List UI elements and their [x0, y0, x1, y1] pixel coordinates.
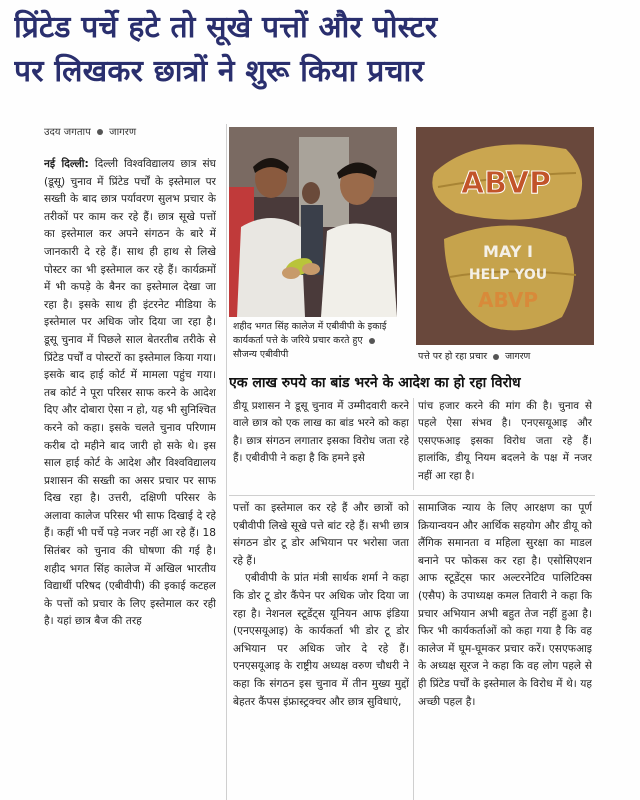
photo-2-caption-text: पत्ते पर हो रहा प्रचार	[418, 351, 488, 362]
box-bottom-rule	[229, 495, 595, 496]
photo-1-caption-text: शहीद भगत सिंह कालेज में एबीवीपी के इकाई कार्यकर्ता पत्ते के जरिये प्रचार करते हुए	[233, 321, 387, 346]
column-1-text: दिल्ली विश्वविद्यालय छात्र संघ (डूसू) चुनाव में प्रिंटेड पर्चों के इस्तेमाल पर सख्ती के बाद छात्र पर्यावरण सुलभ प्रचार के तरीकों पर काम कर रहे हैं। छात्र सूखे पत्तों का इस्तेमाल कर अपने संगठन के बारे में जानकारी दे रहे हैं। साथ ही हाथ से लिखे पोस्टर का भी इस्तेमाल कर रहे हैं। कार्यक्रमों में भी कपड़े के बैनर का इस्तेमाल देखा जा रहा है। इसके साथ ही इंटरनेट मीडिया के इस्तेमाल पर अधिक जोर दिया जा रहा है। डूसू चुनाव में पिछले साल बेतरतीब तरीके से प्रिंटेड पर्चों व पोस्टरों का इस्तेमाल किया गया। इसके बाद हाई कोर्ट में मामला पहुंच गया। तब कोर्ट ने पूरा परिसर साफ करने के आदेश दिए और दोबारा ऐसा न हो, यह भी सुनिश्चित करने को कहा। इसके चलते चुनाव परिणाम करीब दो महीने बाद जारी हो सके थे। इस साल हाई कोर्ट के आदेश और विश्वविद्यालय प्रशासन की सख्ती का असर प्रचार पर साफ दिख रहा है। उत्तरी, दक्षिणी परिसर के अलावा कालेज परिसर भी साफ दिखाई दे रहे हैं। कहीं भी पर्चे पड़े नजर नहीं आ रहे हैं। 18 सितंबर को चुनाव की घोषणा की गई है। शहीद भगत सिंह कालेज में अखिल भारतीय विद्यार्थी परिषद (एबीवीपी) की इकाई कटहल के पत्तों को प्रचार के लिए इस्तेमाल कर रही है। यहां छात्र बैज की तरह	[44, 158, 216, 628]
box-divider	[413, 398, 414, 490]
students-photo-illustration	[229, 127, 397, 317]
bullet-icon	[493, 354, 499, 360]
bullet-icon	[97, 129, 103, 135]
article-column-3	[418, 500, 592, 800]
photo-2-credit: जागरण	[505, 351, 531, 362]
photo-1-caption	[233, 320, 397, 364]
leaf-text-line-3: ABVP	[477, 288, 539, 312]
headline-line-2: पर लिखकर छात्रों ने शुरू किया प्रचार	[14, 54, 424, 89]
column-2-para-2: एबीवीपी के प्रांत मंत्री सार्थक शर्मा ने कहा कि डोर टू डोर कैंपेन पर अधिक जोर दिया जा रहा है। नेशनल स्टूडेंट्स यूनियन आफ इंडिया (एनएसयूआइ) के कार्यकर्ता भी डोर टू डोर अभियान पर अधिक जोर दे रहे हैं। एनएसयूआइ के राष्ट्रीय अध्यक्ष वरुण चौधरी ने कहा कि संगठन इस चुनाव में तीन मुख्य मुद्दों बेहतर कैंपस इंफ्रास्ट्रक्चर और छात्र सुविधाएं,	[233, 572, 409, 708]
article-column-2	[233, 500, 409, 800]
leaf-text-line-1: MAY I	[483, 242, 533, 261]
photo-leaves	[416, 127, 594, 345]
column-divider	[226, 124, 227, 800]
leaves-photo-illustration	[416, 127, 594, 345]
bullet-icon	[369, 338, 375, 344]
box-column-right: पांच हजार करने की मांग की है। चुनाव से पहले ऐसा संभव है। एनएसयूआइ और एसएफआइ इसका विरोध जता रहे हैं। हालांकि, डीयू नियम बदलने के पक्ष में नजर नहीं आ रहा है।	[418, 400, 592, 482]
leaf-text-line-2: HELP YOU	[468, 267, 548, 283]
column-3-para-1: सामाजिक न्याय के लिए आरक्षण का पूर्ण क्रियान्वयन और आर्थिक सहयोग और डीयू को लैंगिक समानता व महिला सुरक्षा का माडल बनाने पर फोकस कर रहा है। एसोसिएशन आफ स्टूडेंट्स फार अल्टरनेटिव पालिटिक्स (एसैप) के उपाध्यक्ष कमल तिवारी ने कहा कि प्रचार अभियान अभी बहुत तेज नहीं हुआ है। फिर भी कार्यकर्ताओं को कहा गया है कि वह कालेज में घूम-घूमकर प्रचार करें। एसएफआइ के अध्यक्ष सूरज ने कहा कि वह लोग पहले से ही प्रिंटेड पर्चों के इस्तेमाल के विरोध में थे। यह अच्छी पहल है।	[418, 502, 592, 708]
box-column-left: डीयू प्रशासन ने डूसू चुनाव में उम्मीदवारी करने वाले छात्र को एक लाख का बांड भरने को कहा है। छात्र संगठन लगातार इसका विरोध जता रहे हैं। एबीवीपी ने कहा है कि हमने इसे	[233, 400, 409, 465]
source-name: जागरण	[109, 127, 137, 138]
column-divider	[413, 500, 414, 800]
photo-2-caption	[418, 350, 594, 366]
headline	[14, 6, 626, 94]
byline	[44, 124, 136, 138]
box-subheading: एक लाख रुपये का बांड भरने के आदेश का हो रहा विरोध	[229, 375, 521, 391]
headline-line-1: प्रिंटेड पर्चे हटे तो सूखे पत्तों और पोस्टर	[14, 10, 438, 45]
leaf-text-abvp: ABVP	[460, 166, 552, 201]
dateline: नई दिल्ली:	[44, 158, 89, 170]
column-2-para-1: पत्तों का इस्तेमाल कर रहे हैं और छात्रों को एबीवीपी लिखे सूखे पत्ते बांट रहे हैं। सभी छात्र संगठन डोर टू डोर अभियान पर भरोसा जता रहे हैं।	[233, 502, 409, 567]
photo-students	[229, 127, 397, 317]
photo-1-credit: सौजन्य एबीवीपी	[233, 349, 289, 360]
article-column-1	[44, 156, 216, 800]
reporter-name: उदय जगताप	[44, 127, 91, 138]
